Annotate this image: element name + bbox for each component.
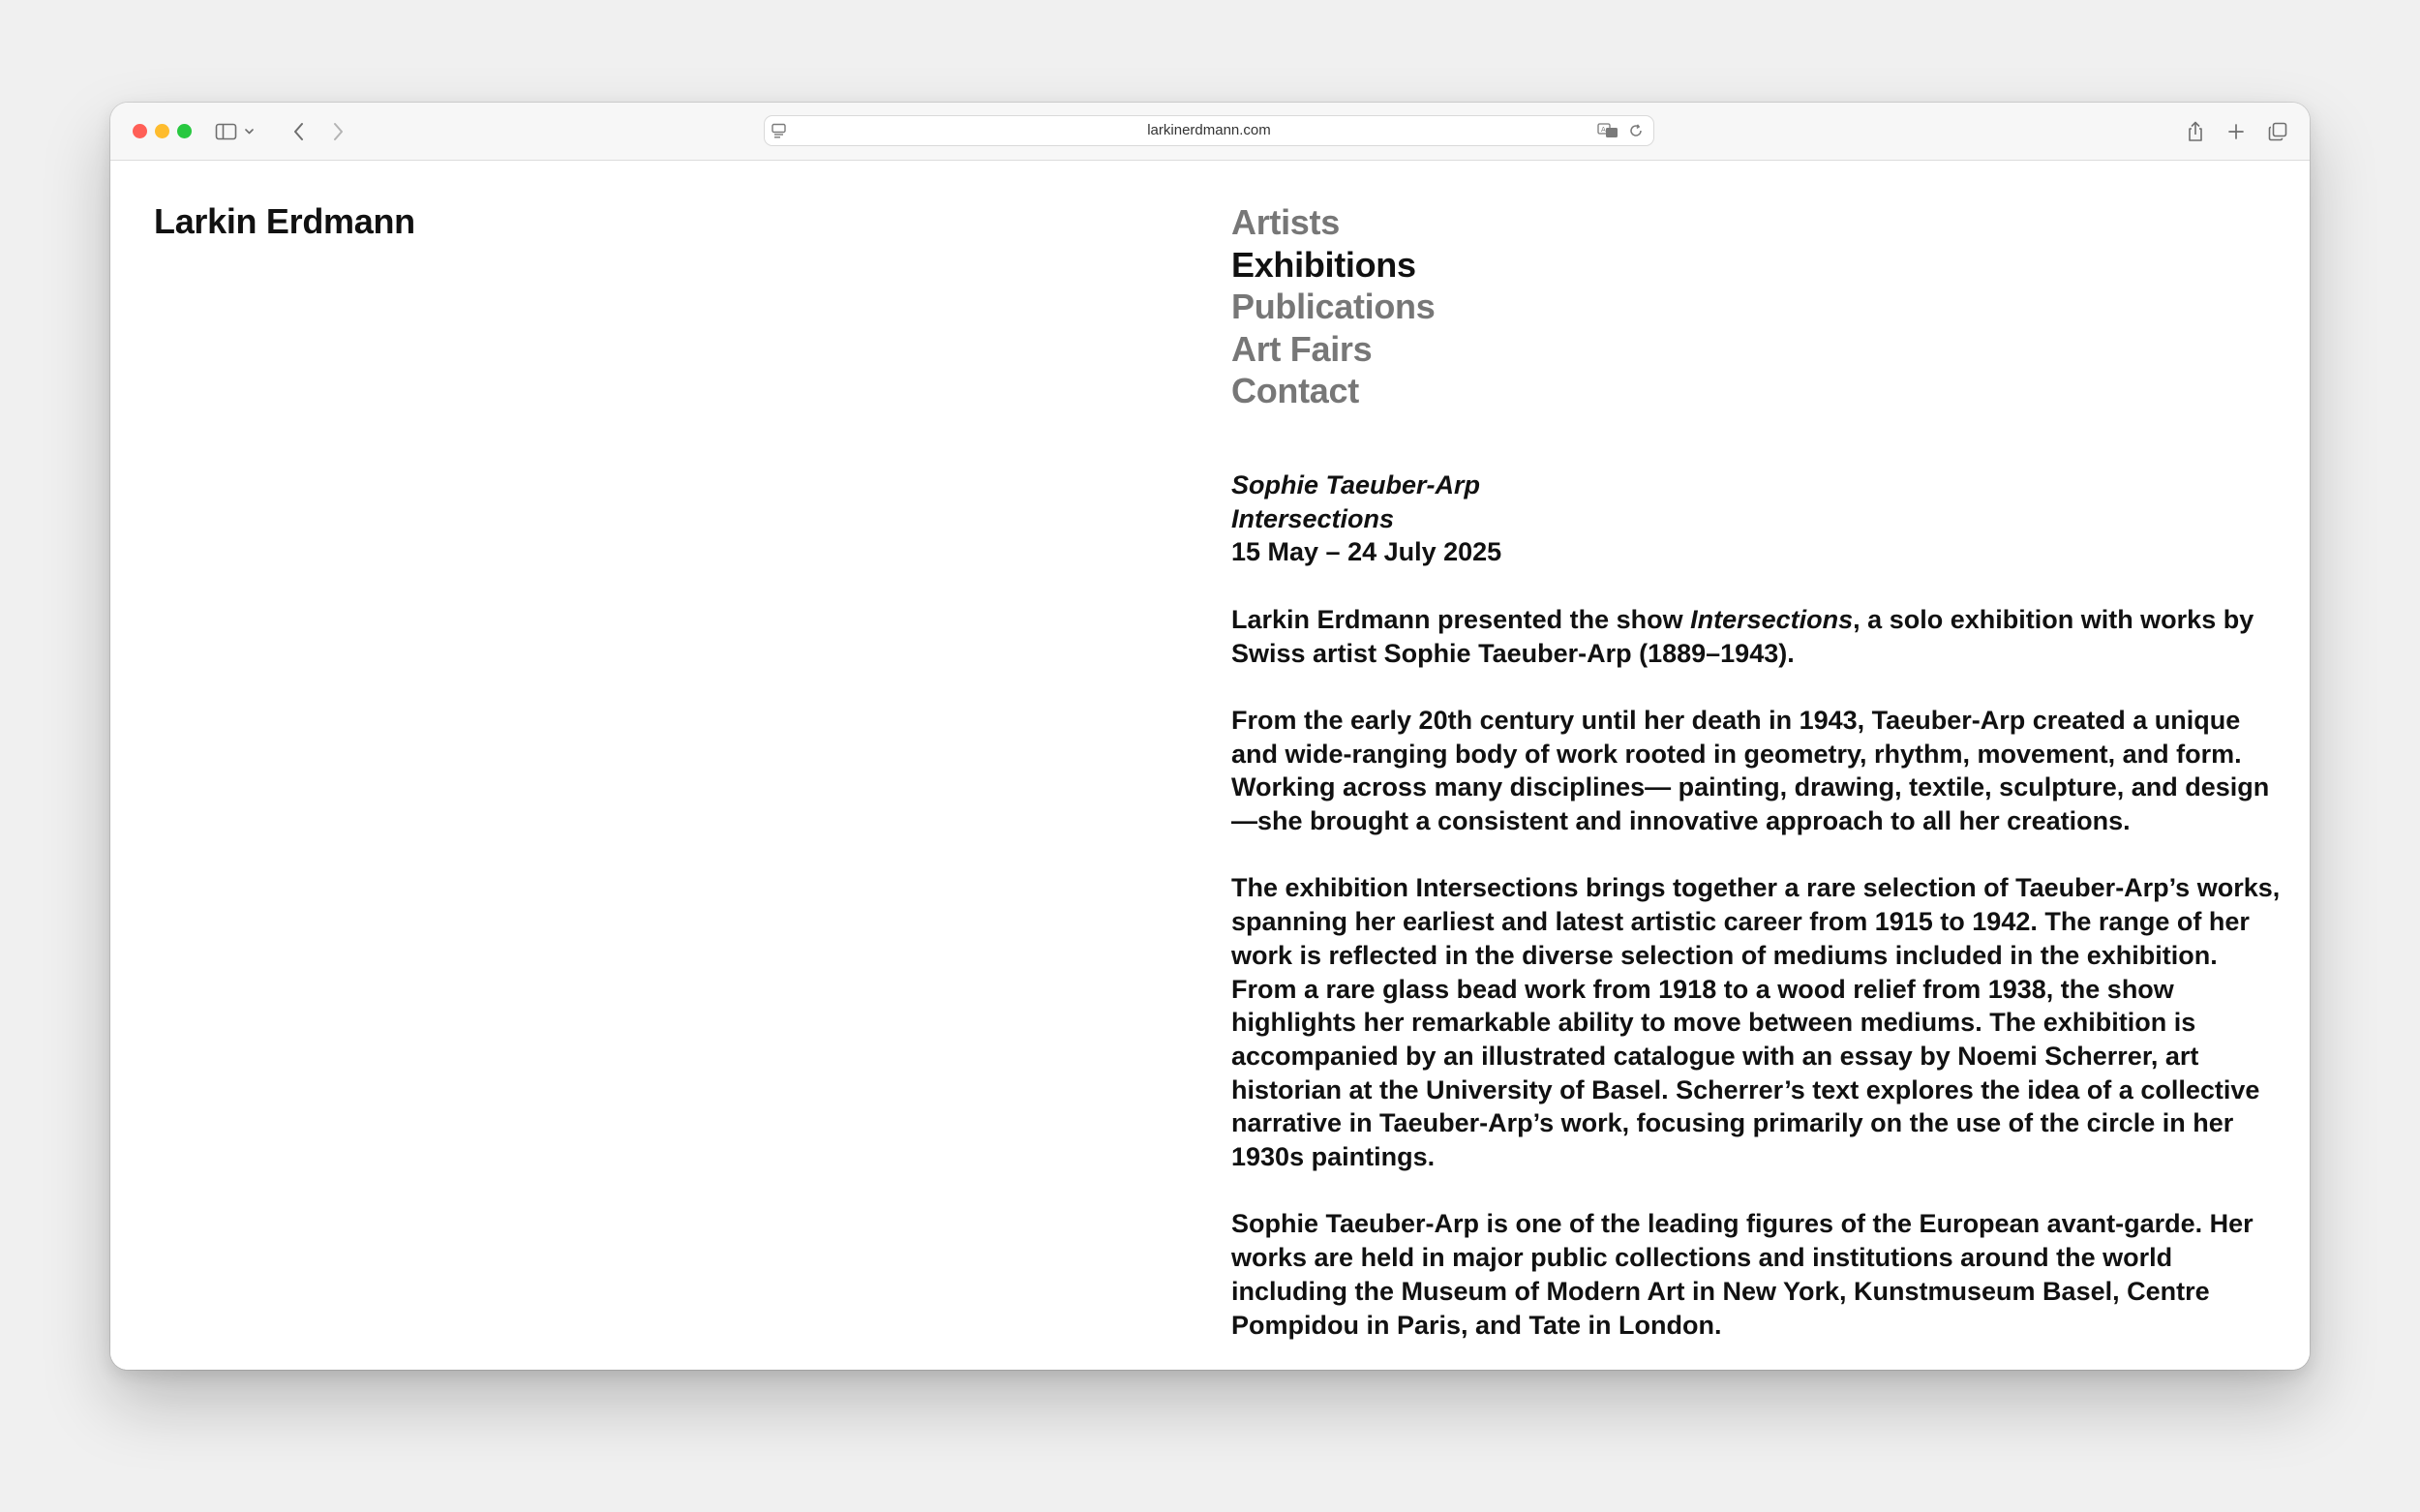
zoom-window-button[interactable] (177, 124, 192, 138)
body-paragraph: Sophie Taeuber-Arp is one of the leading figures of the European avant-garde. Her works are held in major public collections and institutions around the world including the Museum of Modern Art in New York, Kunstmuseum Basel, Centre Pompidou in Paris, and Tate in London. (1231, 1209, 2254, 1340)
web-page (110, 161, 2310, 1370)
exhibition-title: Intersections (1231, 503, 1395, 533)
exhibition-dates: 15 May – 24 July 2025 (1231, 537, 1502, 567)
exhibition-header (1231, 469, 2286, 569)
nav-publications[interactable]: Publications (1231, 287, 1436, 326)
intro-text-end: , a solo exhibition with works by Swiss artist Sophie Taeuber-Arp (1889–1943). (1231, 604, 2254, 668)
share-icon (2186, 120, 2205, 143)
forward-button[interactable] (323, 117, 352, 146)
browser-window (110, 103, 2310, 1370)
nav-artists[interactable]: Artists (1231, 202, 1340, 242)
plus-icon (2226, 122, 2246, 141)
address-bar[interactable] (764, 115, 1654, 146)
intro-paragraph (1231, 603, 2286, 670)
close-window-button[interactable] (133, 124, 147, 138)
intro-show-title: Intersections (1690, 604, 1854, 634)
nav-art-fairs[interactable]: Art Fairs (1231, 328, 1373, 369)
exhibition-article (1231, 469, 2286, 1370)
nav-contact[interactable]: Contact (1231, 371, 1359, 410)
share-button[interactable] (2181, 117, 2210, 146)
tab-overview-icon (2267, 121, 2288, 142)
browser-toolbar (110, 103, 2310, 161)
sidebar-icon (215, 122, 257, 141)
body-paragraph: From the early 20th century until her death in 1943, Taeuber-Arp created a unique and wide-ranging body of work rooted in geometry, rhythm, movement, and form. Working across many disciplines— painting, drawing, textile, sculpture, and design—she brought a consistent and innovative approach to all her creations. (1231, 705, 2270, 835)
url-text: larkinerdmann.com (1147, 122, 1271, 138)
new-tab-button[interactable] (2222, 117, 2251, 146)
tab-overview-button[interactable] (2263, 117, 2292, 146)
svg-text:A: A (1601, 126, 1606, 134)
main-navigation (1231, 201, 1435, 412)
exhibition-artist: Sophie Taeuber-Arp (1231, 470, 1481, 499)
nav-exhibitions[interactable]: Exhibitions (1231, 244, 1416, 285)
sidebar-toggle-button[interactable] (213, 117, 259, 146)
site-logo[interactable]: Larkin Erdmann (154, 201, 415, 241)
chevron-right-icon (330, 121, 346, 142)
intro-text-start: Larkin Erdmann presented the show (1231, 604, 1691, 634)
body-paragraph: The exhibition Intersections brings together a rare selection of Taeuber-Arp’s works, spanning her earliest and latest artistic career from 1915 to 1942. The range of her work is reflected in the diverse selection of mediums included in the exhibition. From a rare glass bead work from 1918 to a wood relief from 1938, the show highlights her remarkable ability to move between mediums. The exhibition is accompanied by an illustrated catalogue with an essay by Noemi Scherrer, art historian at the University of Basel. Scherrer’s text explores the idea of a collective narrative in Taeuber-Arp’s work, focusing primarily on the use of the circle in her 1930s paintings. (1231, 873, 2281, 1172)
reload-icon[interactable] (1628, 123, 1644, 143)
back-button[interactable] (285, 117, 314, 146)
translate-icon[interactable] (1597, 122, 1618, 144)
chevron-left-icon (291, 121, 307, 142)
minimize-window-button[interactable] (155, 124, 169, 138)
